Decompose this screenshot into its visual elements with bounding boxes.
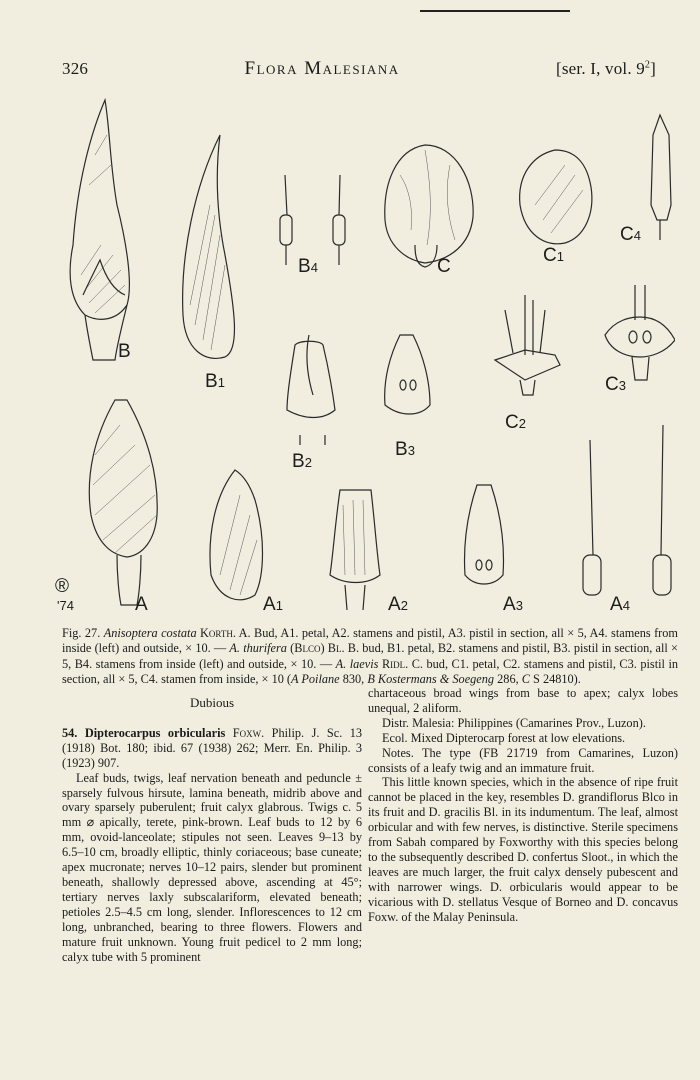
figure-caption: Fig. 27. Anisoptera costata Korth. A. Bud, A1. petal, A2. stamens and pistil, A3. pistil in section, all × 5, A4. stamens from inside (left) and outside, × 10. — A. thurifera (Blco) Bl. B. bud, B1. petal, B2. stamens and pistil, B3. pistil in section, all × 5, B4. stamens from inside (left) and outside, × 10. — A. laevis Ridl. C. bud, C1. petal, C2. stamens and pistil, C3. pistil in section, all × 5, C4. stamen from inside, × 10 (A Poilane 830, B Kostermans & Soegeng 286, C S 24810). [62, 626, 679, 686]
drawing-a4-stamens [583, 425, 671, 595]
label-a4: A4 [610, 594, 630, 615]
botanical-figure [55, 95, 675, 620]
label-b4: B4 [298, 256, 318, 277]
drawing-b4-stamens [280, 175, 345, 265]
drawing-c-bud [385, 145, 473, 267]
label-c3: C3 [605, 374, 626, 395]
series-volume: [ser. I, vol. $9^2$] [555, 59, 656, 78]
ecology-paragraph: Ecol. Mixed Dipterocarp forest at low elevations. [382, 730, 626, 745]
drawing-a-bud [89, 400, 157, 605]
drawing-b1-petal [183, 135, 235, 358]
drawing-a3-pistil-section [465, 485, 504, 584]
drawing-b3-pistil-section [385, 335, 430, 414]
label-b3: B3 [395, 439, 415, 460]
notes-paragraph: Notes. The type (FB 21719 from Camarines, Luzon) consists of a leafy twig and an immature fruit. [368, 745, 678, 775]
species-entry-heading: 54. Dipterocarpus orbicularis Foxw. Philip. J. Sc. 13 (1918) Bot. 180; ibid. 67 (1938) 262; Merr. En. Philip. 3 (1923) 907. [62, 725, 363, 770]
label-a: A [135, 594, 148, 615]
section-heading: Dubious [189, 695, 235, 710]
discussion-paragraph: This little known species, which in the absence of ripe fruit cannot be placed in the key, resembles D. grandiflorus Blco in its fruit and D. gracilis Bl. in its indumentum. The leaf, almost orbicular and with few nerves, is distinctive. Sterile specimens from Sabah compared by Foxworthy with this species belong to the subsequently described D. confertus Sloot., in which the leaves are much larger, the fruit calyx densely pubescent and with narrower wings. D. orbicularis would appear to be vicarious with D. stellatus Vesque of Borneo and D. concavus Foxw. of the Malay Peninsula. [368, 775, 678, 924]
drawing-c4-stamen [651, 115, 671, 240]
drawing-b-bud [70, 100, 129, 360]
label-c2: C2 [505, 412, 526, 433]
label-a3: A3 [503, 594, 523, 615]
species-description: Leaf buds, twigs, leaf nervation beneath and peduncle ± sparsely fulvous hirsute, lamina beneath, midrib above and ovary sparsely puberulent; fruit calyx glabrous. Twigs c. 5 mm ⌀ apically, terete, pink-brown. Leaf buds to 12 by 6 mm, ovoid-lanceolate; stipules not seen. Leaves 9–13 by 6.5–10 cm, broadly elliptic, thinly coriaceous; base cuneate; apex mucronate; nerves 10–12 pairs, slender but prominent beneath, shallowly depressed above, ascending at 45°; tertiary nerves laxly subscalariform, elevated beneath; petioles 2.5–4.5 cm long, slender. Inflorescences to 12 cm long, unbranched, bearing to three flowers. Flowers and mature fruit unknown. Young fruit pedicel to 2 mm long; calyx tube with 5 prominent [62, 770, 362, 964]
label-b2: B2 [292, 451, 312, 472]
label-c4: C4 [620, 224, 641, 245]
drawing-c1-petal [520, 150, 592, 244]
page-number: 326 [62, 59, 89, 78]
botanical-illustration [55, 95, 675, 620]
label-a1: A1 [263, 594, 283, 615]
top-rule [420, 10, 570, 12]
running-title: Flora Malesiana [244, 58, 400, 79]
drawing-c3-pistil-section [605, 285, 675, 380]
label-c1: C1 [543, 245, 564, 266]
artist-signature: ® [55, 576, 69, 597]
drawing-c2-stamens-pistil [495, 295, 560, 395]
left-column [62, 686, 362, 964]
label-b1: B1 [205, 371, 225, 392]
label-c: C [437, 256, 451, 277]
drawing-a1-petal [210, 470, 263, 600]
artist-year: '74 [57, 598, 74, 613]
drawing-a2-stamens-pistil [330, 490, 380, 610]
description-continuation: chartaceous broad wings from base to apex; calyx lobes unequal, 2 aliform. [368, 686, 678, 715]
drawing-b2-stamens-pistil [287, 335, 335, 445]
label-b: B [118, 341, 131, 362]
distribution-paragraph: Distr. Malesia: Philippines (Camarines Prov., Luzon). [382, 715, 646, 730]
right-column [368, 686, 678, 925]
label-a2: A2 [388, 594, 408, 615]
running-header [62, 58, 656, 82]
